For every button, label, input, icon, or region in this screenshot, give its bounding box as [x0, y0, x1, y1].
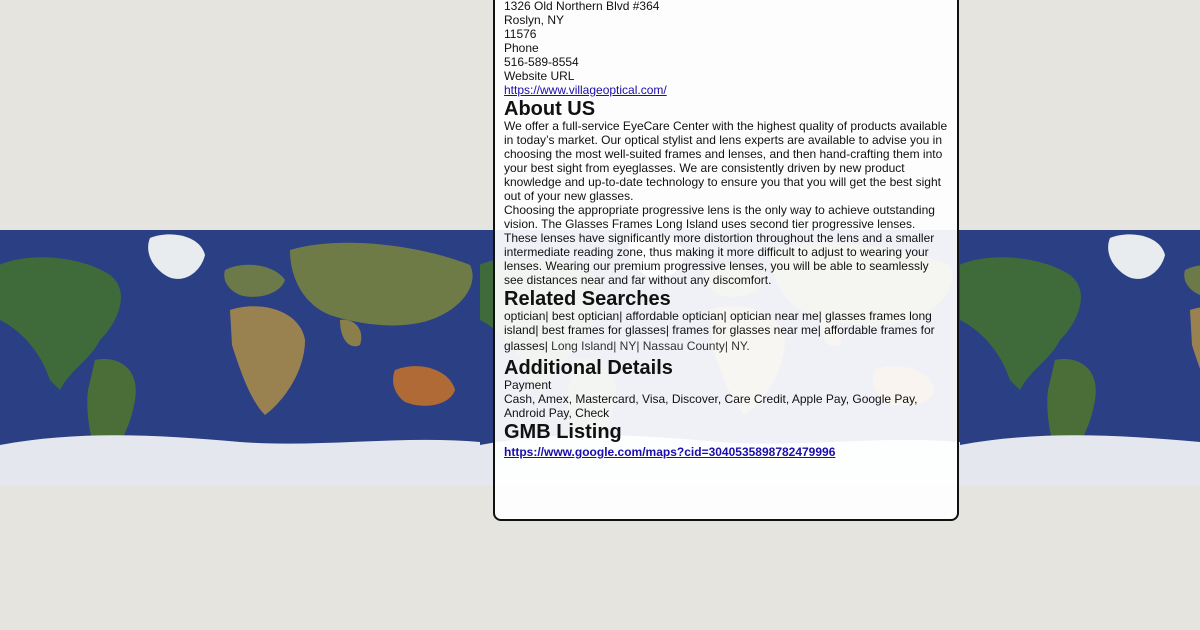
gmb-link[interactable]: https://www.google.com/maps?cid=3040535898782479996 [504, 445, 836, 459]
about-paragraph-1: We offer a full-service EyeCare Center with the highest quality of products available in today’s market. Our optical stylist and lens experts are available to advise you in choosing the most well-suited frames and lenses, and then hand-crafting them into your best sight from eyeglasses. We are consistently driven by new product knowledge and up-to-date technology to ensure you that you will get the best sight out of your new glasses. [504, 119, 948, 203]
payment-label: Payment [504, 378, 552, 392]
payment-methods: Cash, Amex, Mastercard, Visa, Discover, Care Credit, Apple Pay, Google Pay, Android Pay, Check [504, 392, 918, 420]
website-label: Website URL [504, 69, 575, 83]
gmb-listing-heading: GMB Listing [504, 421, 622, 443]
website-link[interactable]: https://www.villageoptical.com/ [504, 83, 667, 97]
city-state: Roslyn, NY [504, 13, 565, 27]
related-locations: Long Island| NY| Nassau County| NY. [547, 339, 750, 353]
about-heading: About US [504, 98, 596, 120]
phone-label: Phone [504, 41, 539, 55]
card-content [504, 0, 950, 459]
related-searches-heading: Related Searches [504, 288, 671, 310]
business-info-card [493, 0, 959, 521]
phone-number: 516-589-8554 [504, 55, 579, 69]
additional-details-heading: Additional Details [504, 357, 673, 379]
related-searches-text [504, 309, 950, 356]
zip-code: 11576 [504, 27, 537, 41]
address-line1: 1326 Old Northern Blvd #364 [504, 0, 660, 13]
related-terms: optician| best optician| affordable optician| optician near me| glasses frames long island| best frames for glasses| frames for glasses near me| affordable frames for glasses| [504, 309, 935, 353]
about-paragraph-2: Choosing the appropriate progressive lens is the only way to achieve outstanding vision. The Glasses Frames Long Island uses second tier progressive lenses. These lenses have significantly more distortion throughout the lens and a smaller intermediate reading zone, thus making it more difficult to adjust to wearing your lenses. Wearing our premium progressive lenses, you will be able to seamlessly see distances near and far without any discomfort. [504, 203, 935, 287]
